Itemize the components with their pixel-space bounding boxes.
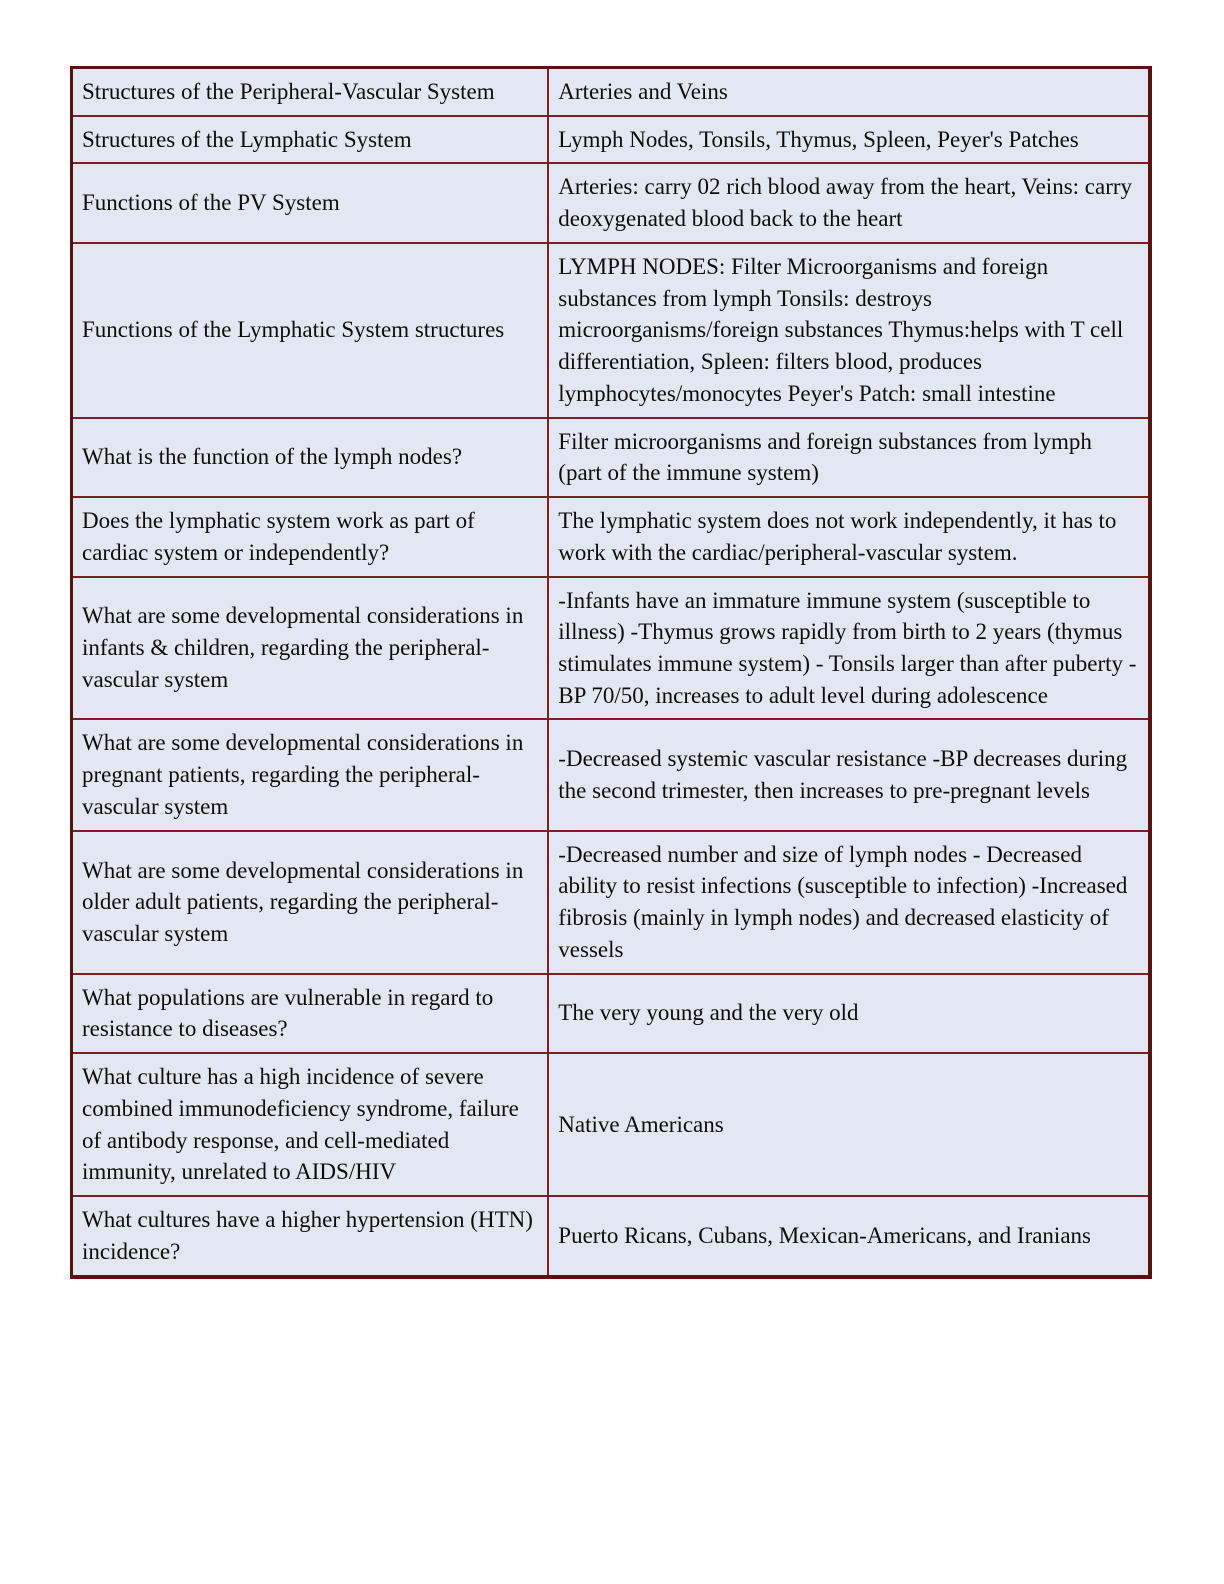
definition-cell: Filter microorganisms and foreign substances from lymph (part of the immune system) [548,418,1150,497]
table-row [72,719,1151,830]
table-row [72,116,1151,164]
table-row [72,1053,1151,1196]
definition-cell: Arteries and Veins [548,68,1150,116]
term-cell: What are some developmental considerations in older adult patients, regarding the peripheral-vascular system [72,831,549,974]
term-cell: What is the function of the lymph nodes? [72,418,549,497]
definition-cell: Lymph Nodes, Tonsils, Thymus, Spleen, Peyer's Patches [548,116,1150,164]
table-row [72,243,1151,418]
term-cell: Does the lymphatic system work as part of cardiac system or independently? [72,497,549,576]
term-cell: What populations are vulnerable in regard to resistance to diseases? [72,974,549,1053]
term-cell: Structures of the Lymphatic System [72,116,549,164]
definition-cell: Puerto Ricans, Cubans, Mexican-Americans, and Iranians [548,1196,1150,1276]
table-row [72,497,1151,576]
table-row [72,163,1151,242]
definition-cell: Arteries: carry 02 rich blood away from the heart, Veins: carry deoxygenated blood back to the heart [548,163,1150,242]
term-cell: Structures of the Peripheral-Vascular System [72,68,549,116]
definition-cell: LYMPH NODES: Filter Microorganisms and foreign substances from lymph Tonsils: destroys microorganisms/foreign substances Thymus:helps with T cell differentiation, Spleen: filters blood, produces lymphocytes/monocytes Peyer's Patch: small intestine [548,243,1150,418]
definition-cell: The very young and the very old [548,974,1150,1053]
table-row [72,418,1151,497]
term-cell: What are some developmental considerations in pregnant patients, regarding the peripheral-vascular system [72,719,549,830]
definition-cell: The lymphatic system does not work independently, it has to work with the cardiac/peripheral-vascular system. [548,497,1150,576]
table-row [72,68,1151,116]
definition-cell: -Infants have an immature immune system (susceptible to illness) -Thymus grows rapidly from birth to 2 years (thymus stimulates immune system) - Tonsils larger than after puberty -BP 70/50, increases to adult level during adolescence [548,577,1150,720]
definition-cell: -Decreased number and size of lymph nodes - Decreased ability to resist infections (susceptible to infection) -Increased fibrosis (mainly in lymph nodes) and decreased elasticity of vessels [548,831,1150,974]
term-cell: What are some developmental considerations in infants & children, regarding the peripheral-vascular system [72,577,549,720]
definition-cell: -Decreased systemic vascular resistance -BP decreases during the second trimester, then increases to pre-pregnant levels [548,719,1150,830]
term-cell: Functions of the Lymphatic System structures [72,243,549,418]
flashcard-table [70,66,1152,1279]
table-row [72,974,1151,1053]
table-row [72,577,1151,720]
term-cell: What culture has a high incidence of severe combined immunodeficiency syndrome, failure of antibody response, and cell-mediated immunity, unrelated to AIDS/HIV [72,1053,549,1196]
table-row [72,831,1151,974]
table-row [72,1196,1151,1276]
term-cell: What cultures have a higher hypertension (HTN) incidence? [72,1196,549,1276]
flashcard-table-body [72,68,1151,1277]
term-cell: Functions of the PV System [72,163,549,242]
definition-cell: Native Americans [548,1053,1150,1196]
